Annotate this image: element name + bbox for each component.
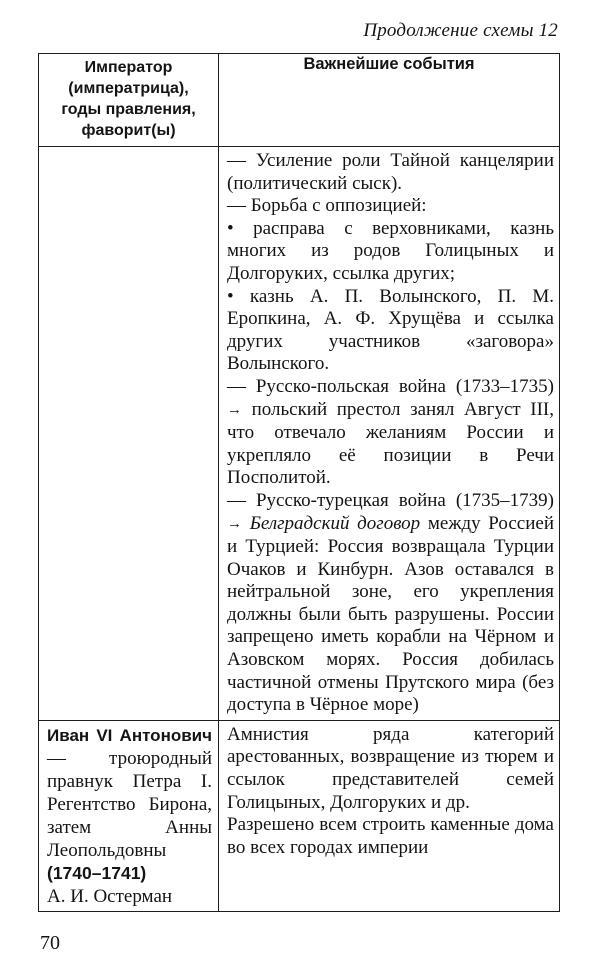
favorite-name: А. И. Остерман xyxy=(47,885,173,907)
event-item: • расправа с верховниками, казнь многих из родов Голицыных и Долгоруких, ссылка других; xyxy=(227,217,554,284)
table-header-row xyxy=(39,54,560,147)
event-item: — Русско-польская война (1733–1735) → польский престол занял Август III, что отвечало желаниям России и укрепляло её позиции в Речи Посполитой. xyxy=(227,375,554,489)
ruler-cell-empty xyxy=(39,147,219,721)
table-row xyxy=(39,720,560,911)
events-cell xyxy=(219,147,560,721)
event-item: — Русско-турецкая война (1735–1739) → Белградский договор между Россией и Турцией: Россия возвращала Турции Очаков и Кинбурн. Азов оставался в нейтральной зоне, его укрепления должны были быть разрушены. России запрещено иметь корабли на Чёрном и Азовском морях. Россия добилась частичной отмены Прутского мира (без доступа в Чёрное море) xyxy=(227,489,554,716)
events-cell xyxy=(219,720,560,911)
column-header-events: Важнейшие события xyxy=(219,54,560,147)
reign-years: (1740–1741) xyxy=(47,862,147,883)
event-item: — Усиление роли Тайной канцелярии (политический сыск). xyxy=(227,150,554,194)
table-row xyxy=(39,147,560,721)
event-item: Разрешено всем строить каменные дома во всех городах империи xyxy=(227,814,554,858)
column-header-ruler: Император (императрица), годы правления, фаворит(ы) xyxy=(39,54,219,147)
page-number: 70 xyxy=(40,932,60,954)
event-item: Амнистия ряда категорий арестованных, возвращение из тюрем и ссылок представителей семей Голицыных, Долгоруких и др. xyxy=(227,723,554,813)
ruler-cell: Иван VI Антонович — троюродный правнук Петра I. Регентство Бирона, затем Анны Леопольдовны (1740–1741) А. И. Остерман xyxy=(39,720,219,911)
arrow-right-icon: → xyxy=(227,515,242,532)
events-table xyxy=(38,53,560,912)
treaty-name: Белградский договор xyxy=(249,512,421,534)
ruler-name: Иван VI Антонович xyxy=(47,725,212,745)
continuation-caption: Продолжение схемы 12 xyxy=(363,20,558,41)
event-item: — Борьба с оппозицией: xyxy=(227,195,427,217)
arrow-right-icon: → xyxy=(227,401,242,418)
event-item: • казнь А. П. Волынского, П. М. Еропкина, А. Ф. Хрущёва и ссылка других участников «заговора» Волынского. xyxy=(227,285,554,375)
